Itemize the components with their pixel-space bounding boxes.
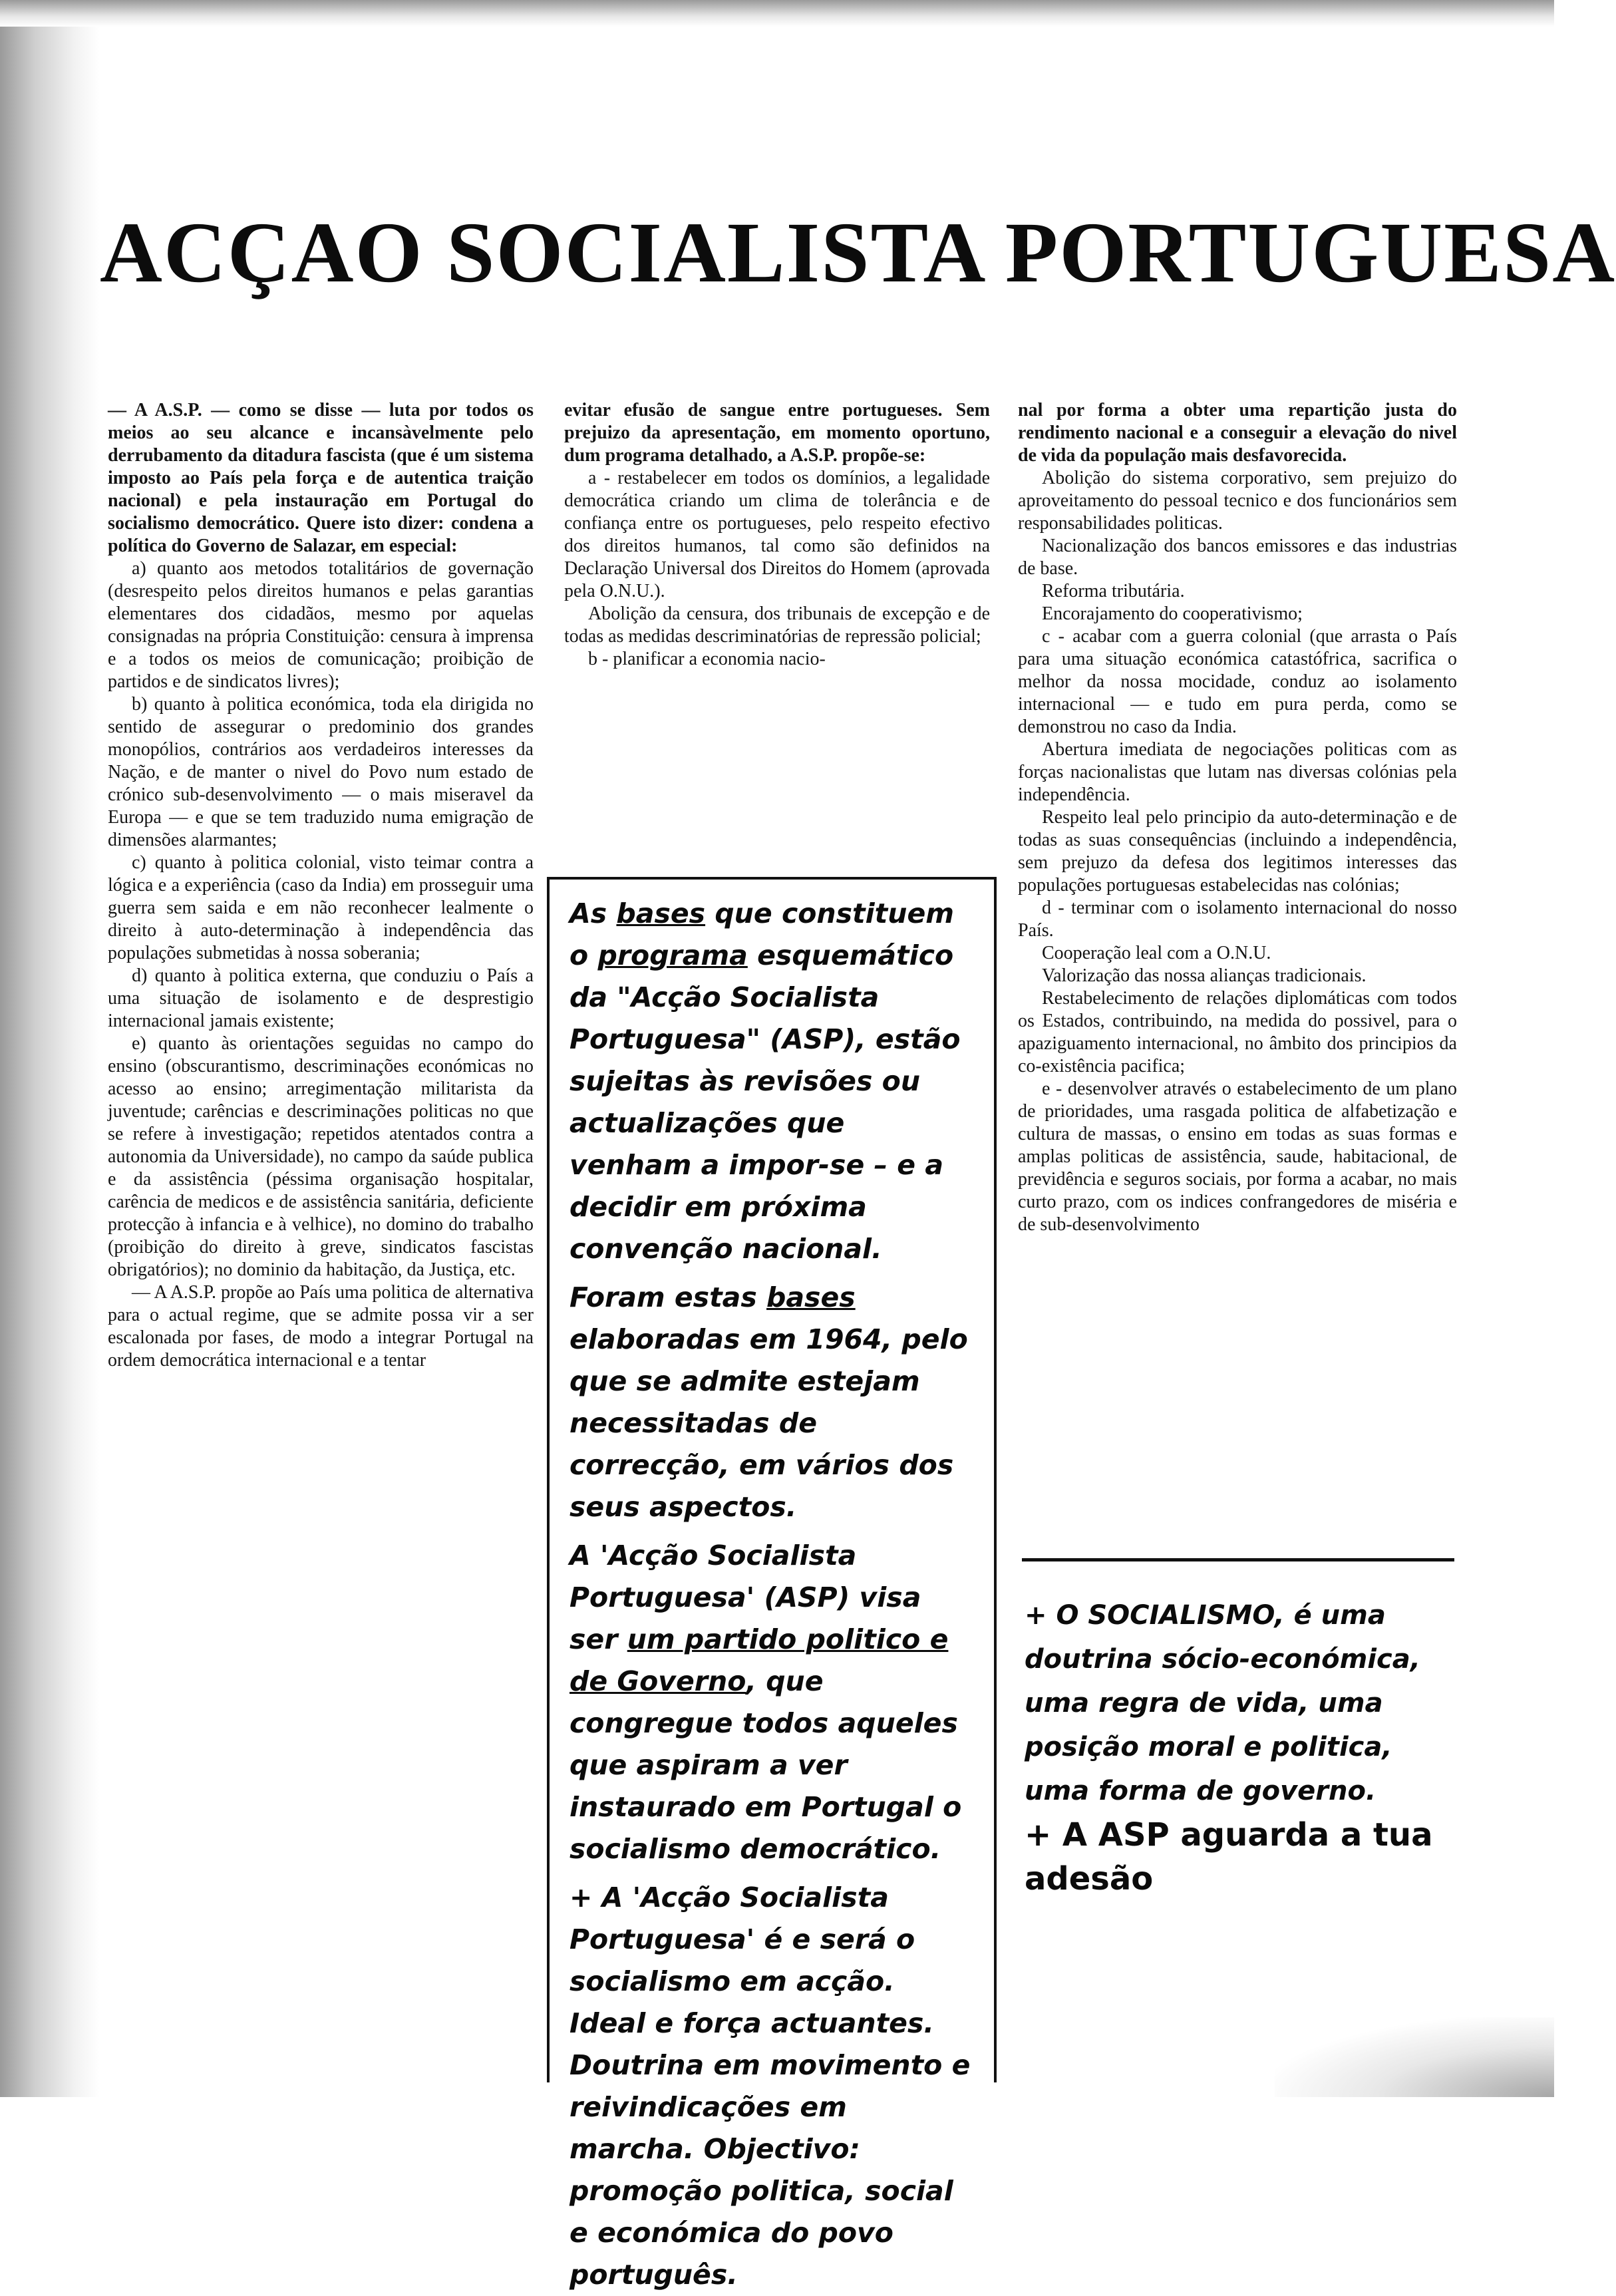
handwritten-paragraph: [569, 893, 975, 1270]
paragraph: c - acabar com a guerra colonial (que arrasta o País para uma situação económica catastófrica, sacrifica o melhor da nossa mocidade, conduz ao isolamento internacional — e tudo em pura perda, como se demonstrou no caso da India.: [1018, 626, 1457, 737]
paragraph: b - planificar a economia nacio-: [588, 649, 826, 669]
text-run: As: [569, 898, 617, 929]
underlined-word: programa: [597, 939, 748, 971]
paragraph: Encorajamento do cooperativismo;: [1042, 603, 1303, 624]
text-run: que constituem o: [569, 898, 954, 971]
paragraph: Abertura imediata de negociações politicas com as forças nacionalistas que lutam nas diversas colónias pela independência.: [1018, 739, 1457, 805]
paragraph: a - restabelecer em todos os domínios, a legalidade democrática criando um clima de tolerância e de confiança entre os portugueses, pelo respeito efectivo dos direitos humanos, tal como são definidos na Declaração Universal dos Direitos do Homem (aprovada pela O.N.U.).: [564, 468, 990, 601]
handwritten-note-call: + A ASP aguarda a tua adesão: [1025, 1816, 1433, 1897]
paragraph: Abolição do sistema corporativo, sem prejuizo do aproveitamento do pessoal tecnico e dos funcionários sem responsabilidades politicas.: [1018, 468, 1457, 534]
handwritten-note-line: + O SOCIALISMO, é uma doutrina sócio-económica, uma regra de vida, uma posição moral e politica, uma forma de governo.: [1025, 1600, 1420, 1806]
paragraph: e - desenvolver através o estabelecimento de um plano de prioridades, uma rasgada politica de alfabetização e cultura de massas, o ensino em todas as suas formas e amplas politicas de assistência, saude, habitacional, de previdência e seguros sociais, por forma a acabar, no mais curto prazo, com os indices confrangedores de miséria e de sub-desenvolvimento: [1018, 1078, 1457, 1235]
handwritten-note: [1025, 1593, 1450, 1901]
paragraph: — A A.S.P. — como se disse — luta por todos os meios ao seu alcance e incansàvelmente pelo derrubamento da ditadura fascista (que é um sistema imposto ao País pela força e de autentica traição nacional) e pela instauração em Portugal do socialismo democrático. Quere isto dizer: condena a política do Governo de Salazar, em especial:: [108, 400, 534, 556]
paragraph: Abolição da censura, dos tribunais de excepção e de todas as medidas descriminatórias de repressão policial;: [564, 603, 990, 647]
underlined-word: bases: [766, 1281, 856, 1313]
column-left: [108, 399, 534, 1372]
paragraph: a) quanto aos metodos totalitários de governação (desrespeito pelos direitos humanos e pelas garantias elementares dos cidadãos, mesmo por aquelas consignadas na própria Constituição: censura à imprensa e a todos os meios de comunicação; proibição de partidos e de sindicatos livres);: [108, 558, 534, 692]
paragraph: e) quanto às orientações seguidas no campo do ensino (obscurantismo, descriminações económicas no acesso ao ensino; arregimentação militarista da juventude; carências e descriminações politicas no que se refere à investigação; repetidos atentados contra a autonomia da Universidade), no campo da saúde publica e da assistência (péssima organisação hospitalar, carência de medicos e de assistência sanitária, deficiente protecção à infancia e à velhice), no domino do trabalho (proibição do direito à greve, sindicatos fascistas obrigatórios); no dominio da habitação, da Justiça, etc.: [108, 1033, 534, 1280]
scan-left-edge: [0, 0, 100, 2097]
text-run: A 'Acção Socialista Portuguesa' (ASP) visa ser: [569, 1540, 921, 1655]
handwritten-box: [547, 877, 997, 2291]
text-run: esquemático da "Acção Socialista Portuguesa" (ASP), estão sujeitas às revisões ou actualizações que venham a impor-se – e a decidir em próxima convenção nacional.: [569, 939, 961, 1265]
column-middle: [564, 399, 990, 671]
paragraph: d) quanto à politica externa, que conduziu o País a uma situação de isolamento e de desprestigio internacional jamais existente;: [108, 965, 534, 1031]
column-right: [1018, 399, 1457, 1236]
paragraph: evitar efusão de sangue entre portugueses. Sem prejuizo da apresentação, em momento oportuno, dum programa detalhado, a A.S.P. propõe-se:: [564, 400, 990, 466]
paragraph: c) quanto à politica colonial, visto teimar contra a lógica e a experiência (caso da India) em prosseguir uma guerra sem saida e em não reconhecer lealmente o direito à auto-determinação à independência das populações submetidas à nossa soberania;: [108, 852, 534, 963]
underlined-phrase: um partido politico e de Governo: [569, 1623, 949, 1697]
paragraph: Cooperação leal com a O.N.U.: [1042, 943, 1271, 963]
handwritten-paragraph: [569, 1277, 975, 1528]
paragraph: nal por forma a obter uma repartição justa do rendimento nacional e a conseguir a elevação do nivel de vida da população mais desfavorecida.: [1018, 400, 1457, 466]
text-run: Foram estas: [569, 1281, 767, 1313]
text-run: , que congregue todos aqueles que aspiram a ver instaurado em Portugal o socialismo democrático.: [569, 1665, 962, 1865]
paragraph: Nacionalização dos bancos emissores e das industrias de base.: [1018, 536, 1457, 579]
divider-line: [1022, 1558, 1454, 1561]
paragraph: — A A.S.P. propõe ao País uma politica de alternativa para o actual regime, que se admite possa vir a ser escalonada por fases, de modo a integrar Portugal na ordem democrática internacional e a tentar: [108, 1282, 534, 1371]
scan-top-edge: [0, 0, 1554, 27]
page-headline: ACÇAO SOCIALISTA PORTUGUESA: [100, 205, 1616, 301]
paragraph: Reforma tributária.: [1042, 581, 1185, 601]
underlined-word: bases: [616, 898, 706, 929]
paragraph: Restabelecimento de relações diplomáticas com todos os Estados, contribuindo, na medida do possivel, para o apaziguamento internacional, no âmbito dos principios da co-existência pacifica;: [1018, 988, 1457, 1076]
paragraph: Respeito leal pelo principio da auto-determinação e de todas as suas consequências (incluindo a independência, sem prejuzo da defesa dos legitimos interesses das populações portuguesas estabelecidas nas colónias;: [1018, 807, 1457, 896]
handwritten-paragraph: [569, 1535, 975, 1870]
paragraph: Valorização das nossa alianças tradicionais.: [1042, 965, 1367, 986]
text-run: elaboradas em 1964, pelo que se admite estejam necessitadas de correcção, em vários dos seus aspectos.: [569, 1323, 968, 1523]
paragraph: d - terminar com o isolamento internacional do nosso País.: [1018, 898, 1457, 941]
paragraph: b) quanto à politica económica, toda ela dirigida no sentido de assegurar o predominio dos grandes monopólios, contrários aos verdadeiros interesses da Nação, e de manter o nivel do Povo num estado de crónico sub-desenvolvimento — o mais miseravel da Europa — e que se tem traduzido numa emigração de dimensões alarmantes;: [108, 694, 534, 850]
handwritten-paragraph: + A 'Acção Socialista Portuguesa' é e será o socialismo em acção. Ideal e força actuantes. Doutrina em movimento e reivindicações em marcha. Objectivo: promoção politica, social e económica do povo português.: [569, 1882, 971, 2291]
scan-corner-shadow: [1275, 2017, 1554, 2097]
